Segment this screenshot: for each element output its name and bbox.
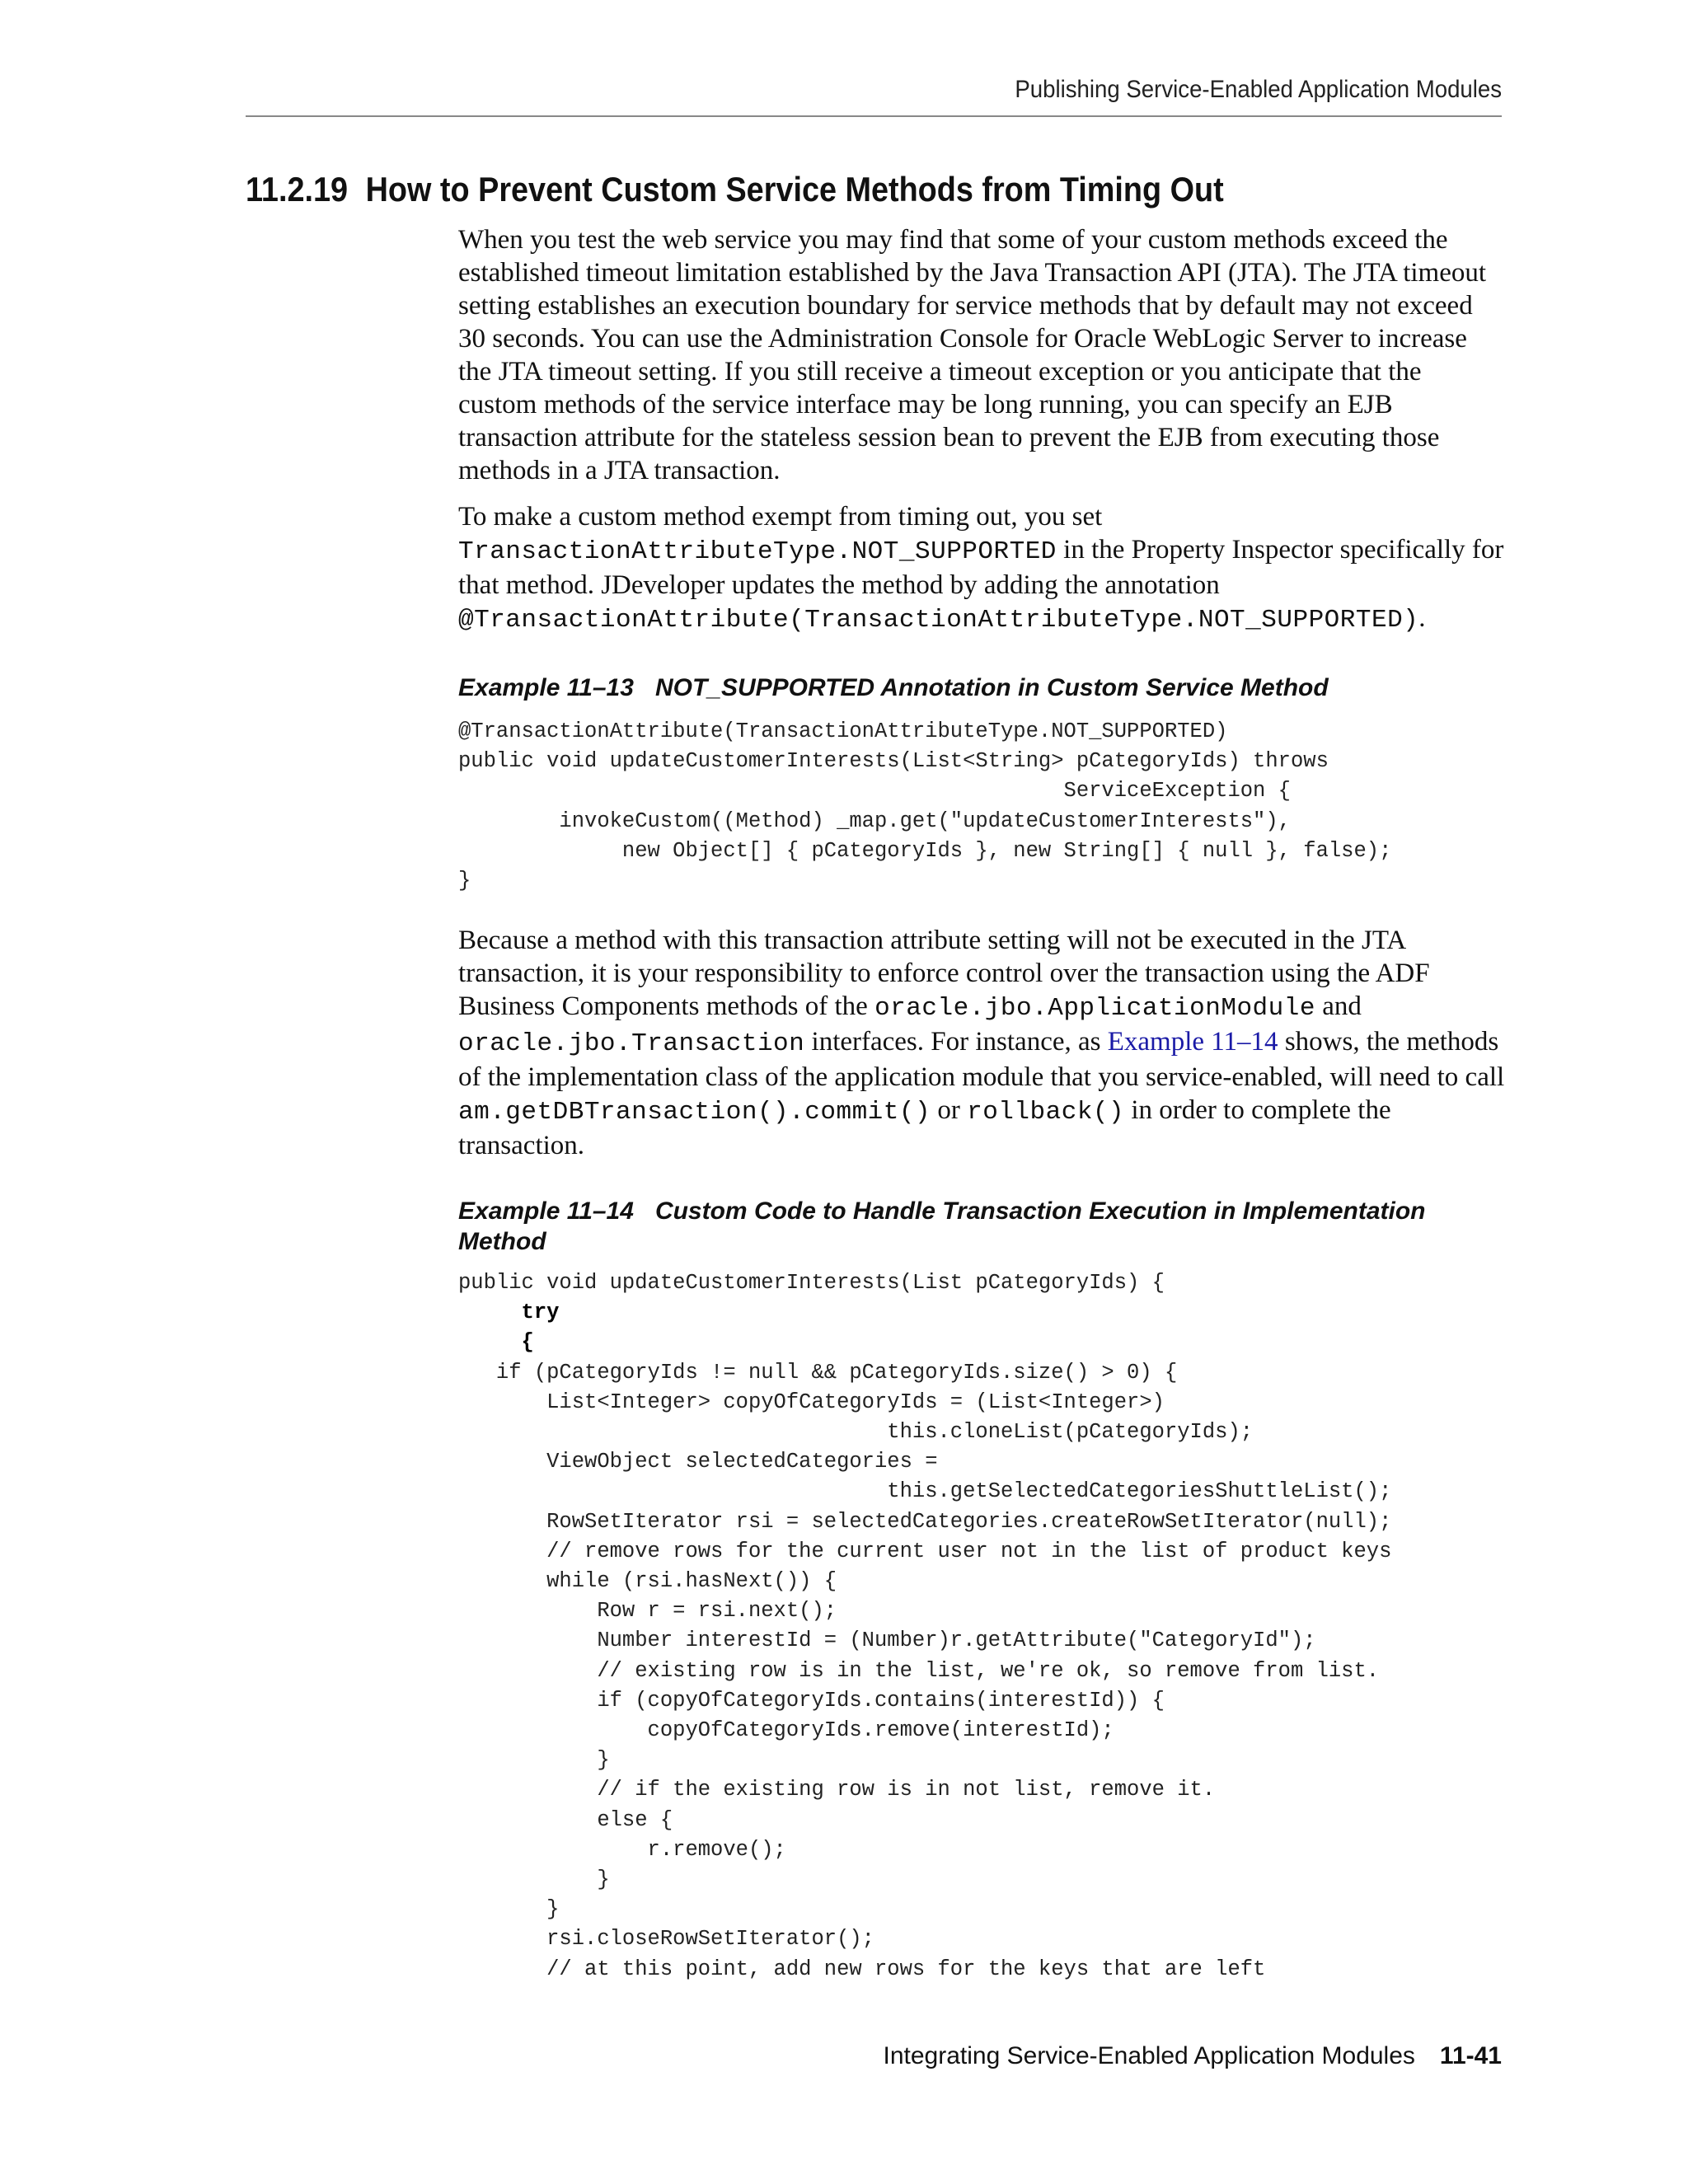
- inline-code: @TransactionAttribute(TransactionAttributeType.NOT_SUPPORTED): [458, 606, 1419, 635]
- text-run: To make a custom method exempt from timing out, you set: [458, 502, 1103, 532]
- example-13-code: @TransactionAttribute(TransactionAttributeType.NOT_SUPPORTED) public void updateCustomerInterests(List<String> pCategoryIds) throws ServiceException { invokeCustom((Method) _map.get("updateCustomerInterests"), new Object[] { pCategoryIds }, new String[] { null }, false); }: [458, 719, 1392, 893]
- section-heading: [246, 170, 1224, 209]
- text-run: interfaces. For instance, as: [804, 1027, 1108, 1057]
- paragraph-jta-timeout: When you test the web service you may find that some of your custom methods exceed the established timeout limitation established by the Java Transaction API (JTA). The JTA timeout setting establishes an execution boundary for service methods that by default may not exceed 30 seconds. You can use the Administration Console for Oracle WebLogic Server to increase the JTA timeout setting. If you still receive a timeout exception or you anticipate that the custom methods of the service interface may be long running, you can specify an EJB transaction attribute for the stateless session bean to prevent the EJB from executing those methods in a JTA transaction.: [458, 225, 1487, 485]
- footer-chapter-title: Integrating Service-Enabled Application Modules: [883, 2042, 1415, 2069]
- example-14-label: Example 11–14: [458, 1197, 634, 1225]
- inline-code: oracle.jbo.Transaction: [458, 1029, 805, 1058]
- example-14-code: [458, 1268, 1391, 1985]
- example-14-link[interactable]: Example 11–14: [1107, 1027, 1278, 1057]
- code-keyword: try: [521, 1301, 560, 1325]
- paragraph-transaction-control: [458, 924, 1505, 1162]
- section-title: How to Prevent Custom Service Methods from Timing Out: [365, 170, 1224, 209]
- running-header: Publishing Service-Enabled Application Modules: [1015, 76, 1502, 103]
- inline-code: am.getDBTransaction().commit(): [458, 1098, 931, 1127]
- code-block: if (pCategoryIds != null && pCategoryIds.size() > 0) { List<Integer> copyOfCategoryIds = (List<Integer>) this.cloneList(pCategoryIds); ViewObject selectedCategories = this.getSelectedCategoriesShuttleList(); RowSetIterator rsi = selectedCategories.createRowSetIterator(null); // remove rows for the current user not in the list of product keys while (rsi.hasNext()) { Row r = rsi.next(); Number interestId = (Number)r.getAttribute("CategoryId"); // existing row is in the list, we're ok, so remove from list. if (copyOfCategoryIds.contains(interestId)) { copyOfCategoryIds.remove(interestId); } // if the existing row is in not list, remove it. else { r.remove(); } } rsi.closeRowSetIterator(); // at this point, add new rows for the keys that are left: [495, 1360, 1392, 1981]
- header-rule: [246, 115, 1502, 117]
- intro-paragraph: [458, 223, 1505, 487]
- code-keyword: {: [521, 1330, 534, 1355]
- inline-code: rollback(): [967, 1098, 1125, 1127]
- example-14-caption: [458, 1196, 1505, 1257]
- section-number: 11.2.19: [246, 170, 349, 209]
- text-run: shows, the methods of the implementation class of the application module that you service-enabled, will need to call: [458, 1027, 1505, 1092]
- paragraph-exempt-method: [458, 500, 1505, 637]
- example-14-title: Custom Code to Handle Transaction Execution in Implementation Method: [458, 1197, 1426, 1255]
- text-run: in the Property Inspector specifically for that method. JDeveloper updates the method by adding the annotation: [458, 535, 1504, 600]
- text-run: in order to complete the transaction.: [458, 1095, 1391, 1160]
- exempt-paragraph: [458, 500, 1505, 637]
- text-run: .: [1418, 603, 1426, 633]
- text-run: and: [1315, 991, 1362, 1021]
- example-13-label: Example 11–13: [458, 674, 634, 701]
- responsibility-paragraph: [458, 924, 1505, 1162]
- example-13-caption: [458, 673, 1505, 703]
- inline-code: TransactionAttributeType.NOT_SUPPORTED: [458, 537, 1057, 566]
- code-line: public void updateCustomerInterests(List pCategoryIds) {: [458, 1271, 1165, 1295]
- example-13-title: NOT_SUPPORTED Annotation in Custom Service Method: [654, 674, 1329, 701]
- inline-code: oracle.jbo.ApplicationModule: [874, 994, 1315, 1023]
- page-number: 11-41: [1439, 2042, 1502, 2069]
- page-footer: [884, 2042, 1502, 2070]
- text-run: or: [931, 1095, 968, 1125]
- text-run: Because a method with this transaction attribute setting will not be executed in the JTA transaction, it is your responsibility to enforce control over the transaction using the ADF Business Components methods of the: [458, 926, 1430, 1021]
